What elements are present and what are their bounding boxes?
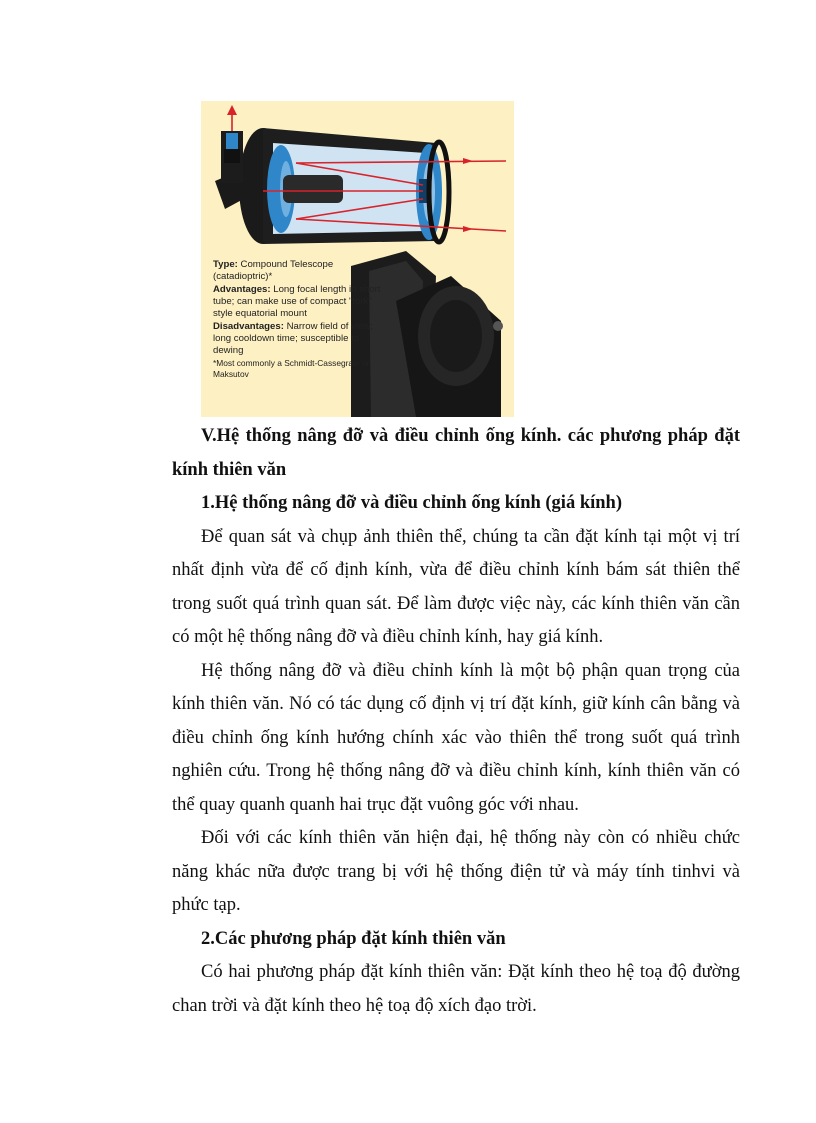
caption-type-label: Type:	[213, 259, 238, 270]
paragraph-4: Có hai phương pháp đặt kính thiên văn: Đặt kính theo hệ toạ độ đường chan trời và đặt kính theo hệ toạ độ xích đạo trời.	[172, 962, 740, 1016]
figure-caption	[213, 259, 383, 379]
telescope-figure	[201, 101, 514, 417]
caption-footnote: *Most commonly a Schmidt-Cassegrain or Maksutov	[213, 358, 370, 379]
paragraph-3: Đối với các kính thiên văn hiện đại, hệ thống này còn có nhiều chức năng khác nữa được trang bị với hệ thống điện tử và máy tính tinhvi và phức tạp.	[172, 828, 740, 915]
caption-type	[213, 259, 383, 283]
caption-advantages-label: Advantages:	[213, 284, 271, 295]
document-body	[172, 420, 740, 1023]
caption-type-value: Compound Telescope (catadioptric)*	[213, 259, 334, 282]
section-heading: V.Hệ thống nâng đỡ và điều chỉnh ống kính. các phương pháp đặt kính thiên văn	[172, 426, 740, 480]
caption-disadvantages-label: Disadvantages:	[213, 321, 284, 332]
baffle-tube	[283, 175, 343, 203]
caption-advantages-value: Long focal length in short tube; can make use of compact "fork" style equatorial mount	[213, 284, 381, 319]
caption-advantages	[213, 284, 383, 320]
subheading-mounting-methods: 2.Các phương pháp đặt kính thiên văn	[201, 928, 506, 949]
caption-disadvantages	[213, 321, 383, 357]
paragraph-2: Hệ thống nâng đỡ và điều chỉnh kính là một bộ phận quan trọng của kính thiên văn. Nó có tác dụng cố định vị trí đặt kính, giữ kính cân bằng và điều chỉnh ống kính hướng chính xác vào thiên thể trong suốt quá trình nghiên cứu. Trong hệ thống nâng đỡ và điều chỉnh kính, kính thiên văn có thể quay quanh quanh hai trục đặt vuông góc với nhau.	[172, 660, 740, 815]
subheading-support-system: 1.Hệ thống nâng đỡ và điều chỉnh ống kính (giá kính)	[201, 493, 622, 513]
paragraph-1: Để quan sát và chụp ảnh thiên thể, chúng ta cần đặt kính tại một vị trí nhất định vừa để cố định kính, vừa để điều chỉnh kính bám sát thiên thể trong suốt quá trình quan sát. Để làm được việc này, các kính thiên văn cần có một hệ thống nâng đỡ và điều chỉnh kính, hay giá kính.	[172, 526, 740, 647]
caption-disadvantages-value: Narrow field of view; long cooldown time; susceptible to dewing	[213, 321, 373, 356]
